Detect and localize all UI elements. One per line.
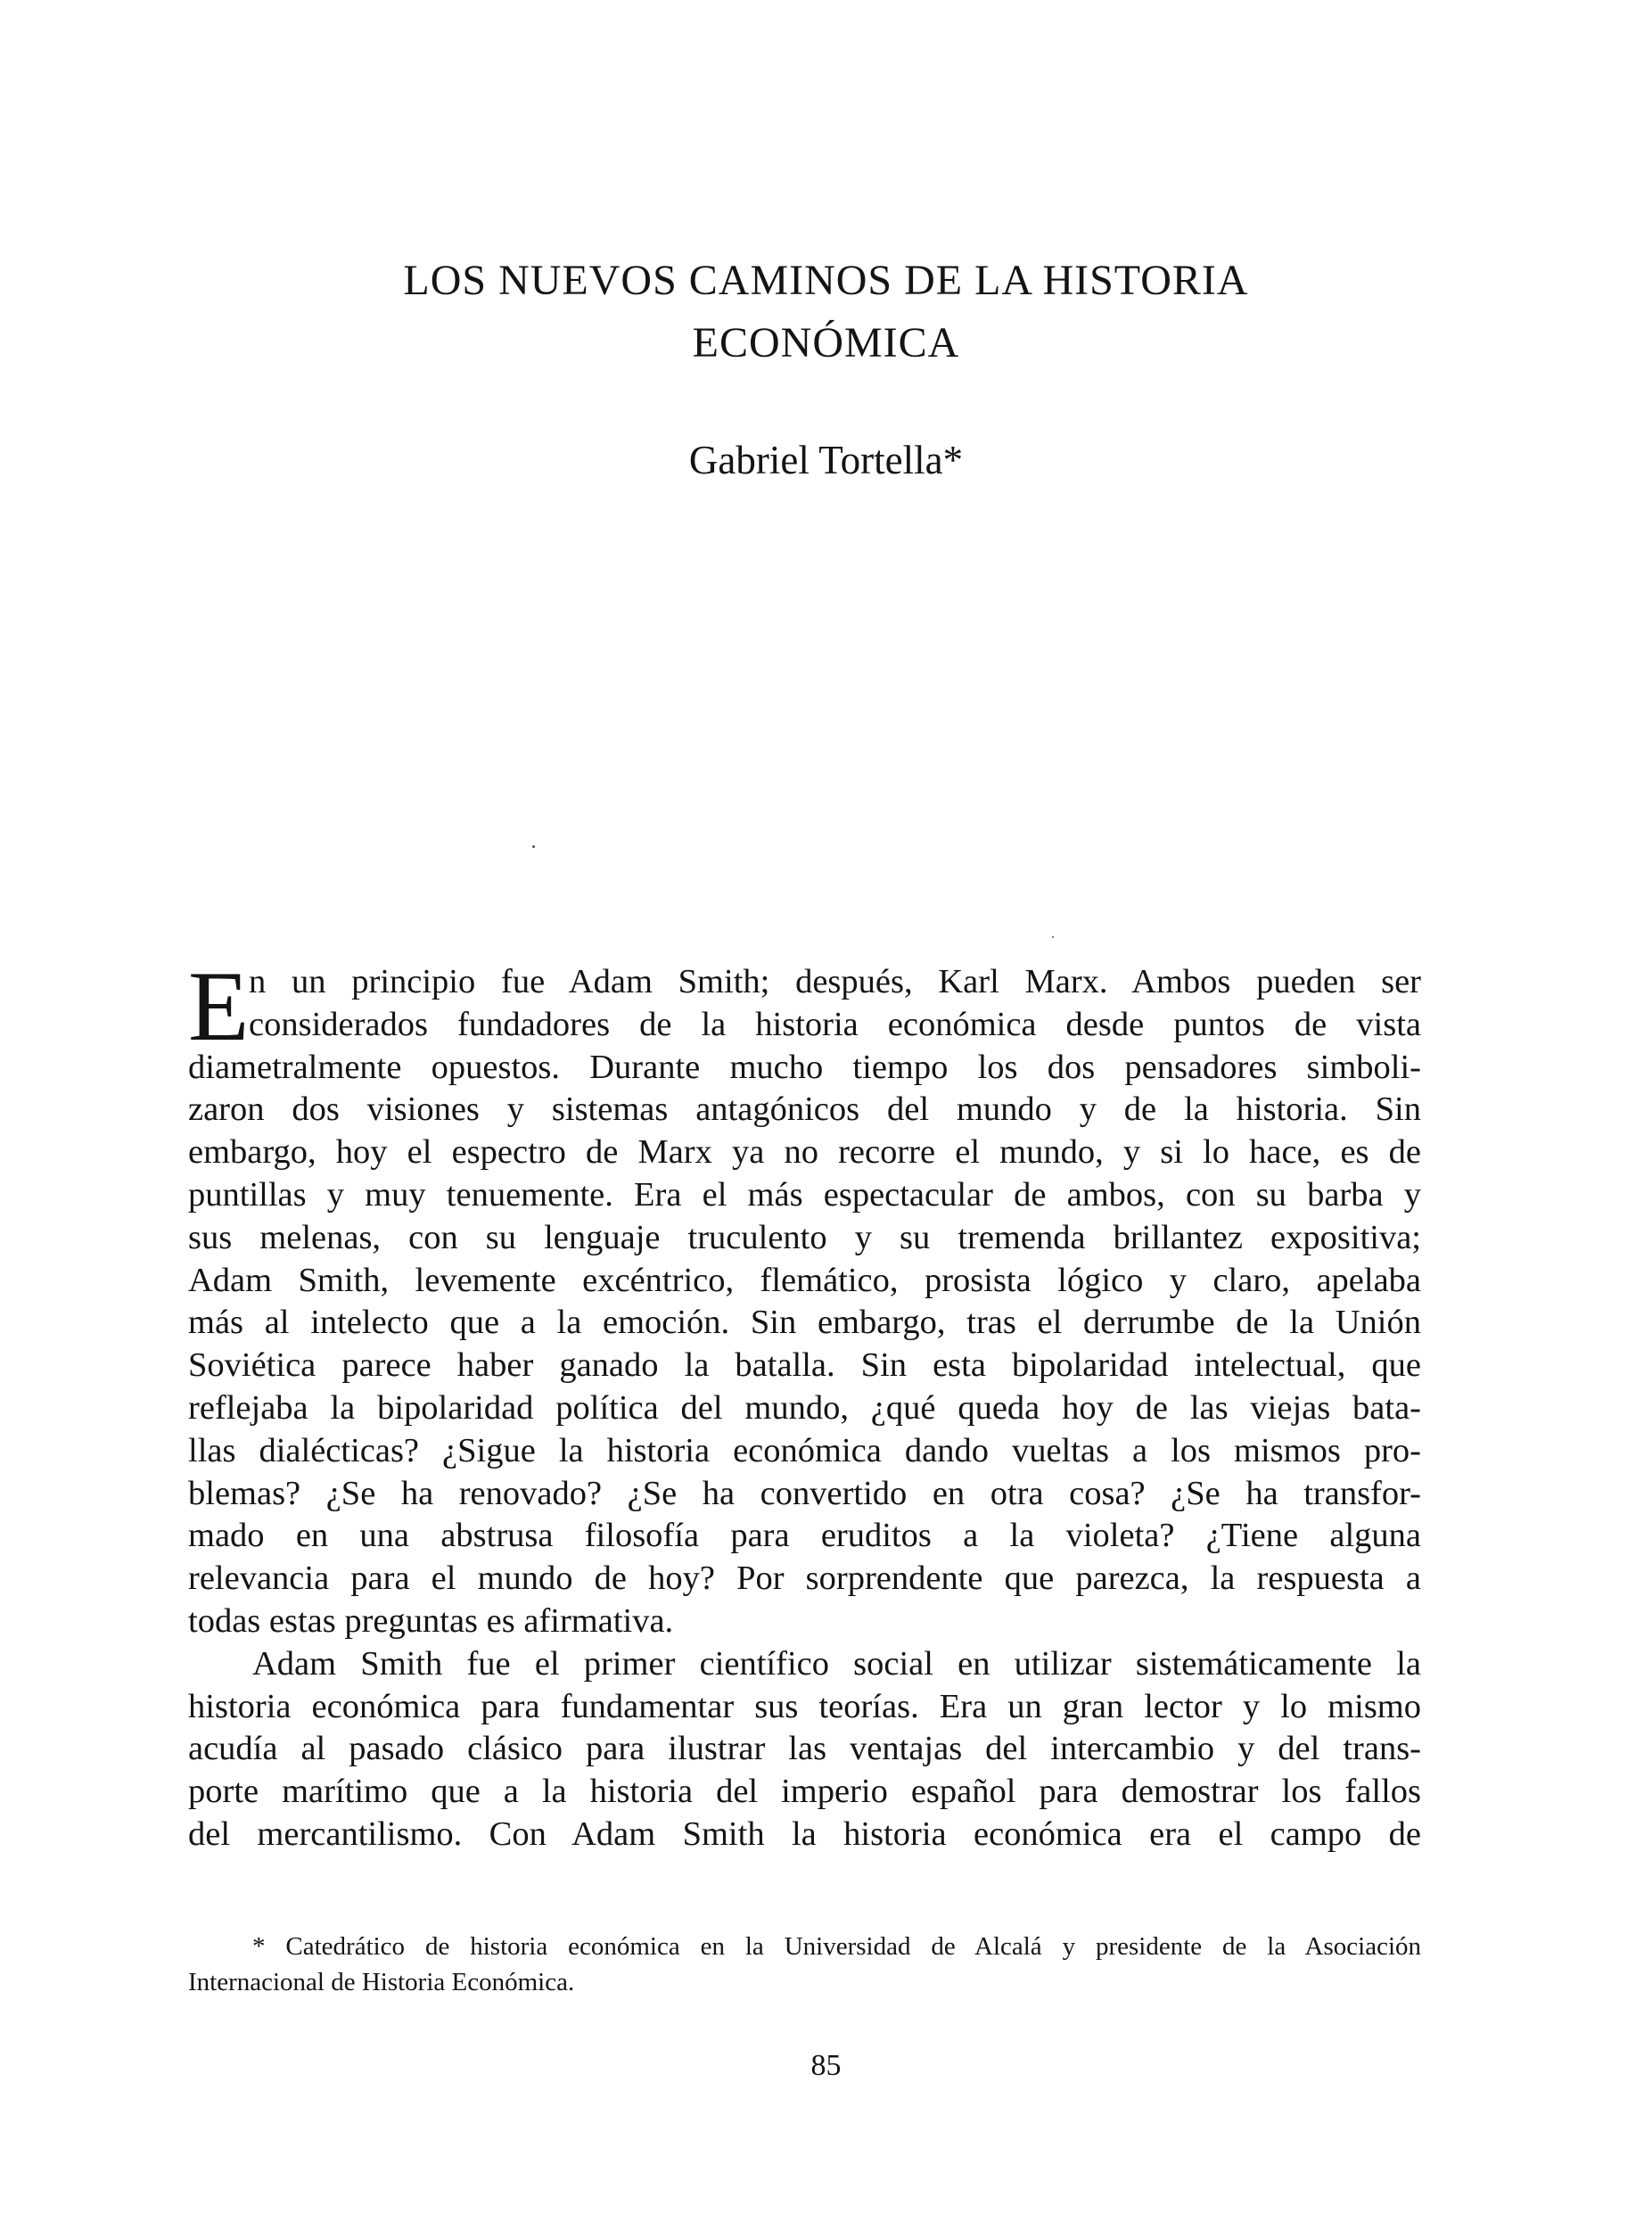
author-name: Gabriel Tortella* <box>688 438 964 482</box>
body-line: llas dialécticas? ¿Sigue la historia económica dando vueltas a los mismos pro- <box>188 1431 1421 1469</box>
body-line: n un principio fue Adam Smith; después, Karl Marx. Ambos pueden ser <box>249 963 1421 1000</box>
title-line-1: LOS NUEVOS CAMINOS DE LA HISTORIA <box>403 257 1249 304</box>
body-line: sus melenas, con su lenguaje truculento y su tremenda brillantez expositiva; <box>188 1218 1421 1256</box>
body-line: mado en una abstrusa filosofía para eruditos a la violeta? ¿Tiene alguna <box>188 1517 1421 1555</box>
body-line: Adam Smith fue el primer científico social en utilizar sistemáticamente la <box>252 1644 1421 1683</box>
body-line: blemas? ¿Se ha renovado? ¿Se ha convertido en otra cosa? ¿Se ha transfor- <box>188 1474 1421 1512</box>
body-line: zaron dos visiones y sistemas antagónicos del mundo y de la historia. Sin <box>188 1090 1421 1129</box>
body-line: considerados fundadores de la historia económica desde puntos de vista <box>249 1005 1421 1043</box>
body-line: puntillas y muy tenuemente. Era el más espectacular de ambos, con su barba y <box>188 1175 1421 1214</box>
article-body <box>188 951 1421 1856</box>
scan-speck <box>532 845 535 848</box>
article-title <box>0 250 1652 374</box>
body-line: más al intelecto que a la emoción. Sin embargo, tras el derrumbe de la Unión <box>188 1304 1421 1342</box>
body-line: Adam Smith, levemente excéntrico, flemático, prosista lógico y claro, apelaba <box>188 1261 1421 1299</box>
body-line: del mercantilismo. Con Adam Smith la historia económica era el campo de <box>188 1815 1421 1853</box>
title-line-2: ECONÓMICA <box>692 319 960 366</box>
body-line: porte marítimo que a la historia del imperio español para demostrar los fallos <box>188 1773 1421 1811</box>
page-number: 85 <box>810 2049 842 2082</box>
footnote <box>188 1929 1421 2000</box>
footnote-line: * Catedrático de historia económica en la Universidad de Alcalá y presidente de la Asociación <box>252 1932 1421 1961</box>
body-line: Soviética parece haber ganado la batalla. Sin esta bipolaridad intelectual, que <box>188 1346 1421 1385</box>
body-line: relevancia para el mundo de hoy? Por sorprendente que parezca, la respuesta a <box>188 1560 1421 1598</box>
body-line: historia económica para fundamentar sus teorías. Era un gran lector y lo mismo <box>188 1687 1421 1725</box>
footnote-line: Internacional de Historia Económica. <box>188 1968 575 1996</box>
body-line: diametralmente opuestos. Durante mucho tiempo los dos pensadores simboli- <box>188 1048 1421 1086</box>
scan-speck <box>1052 936 1054 938</box>
body-line: acudía al pasado clásico para ilustrar las ventajas del intercambio y del trans- <box>188 1730 1421 1768</box>
drop-cap: E <box>188 951 250 1062</box>
body-line: reflejaba la bipolaridad política del mundo, ¿qué queda hoy de las viejas bata- <box>188 1388 1421 1427</box>
body-line: embargo, hoy el espectro de Marx ya no recorre el mundo, y si lo hace, es de <box>188 1133 1421 1172</box>
body-line: todas estas preguntas es afirmativa. <box>188 1601 674 1640</box>
